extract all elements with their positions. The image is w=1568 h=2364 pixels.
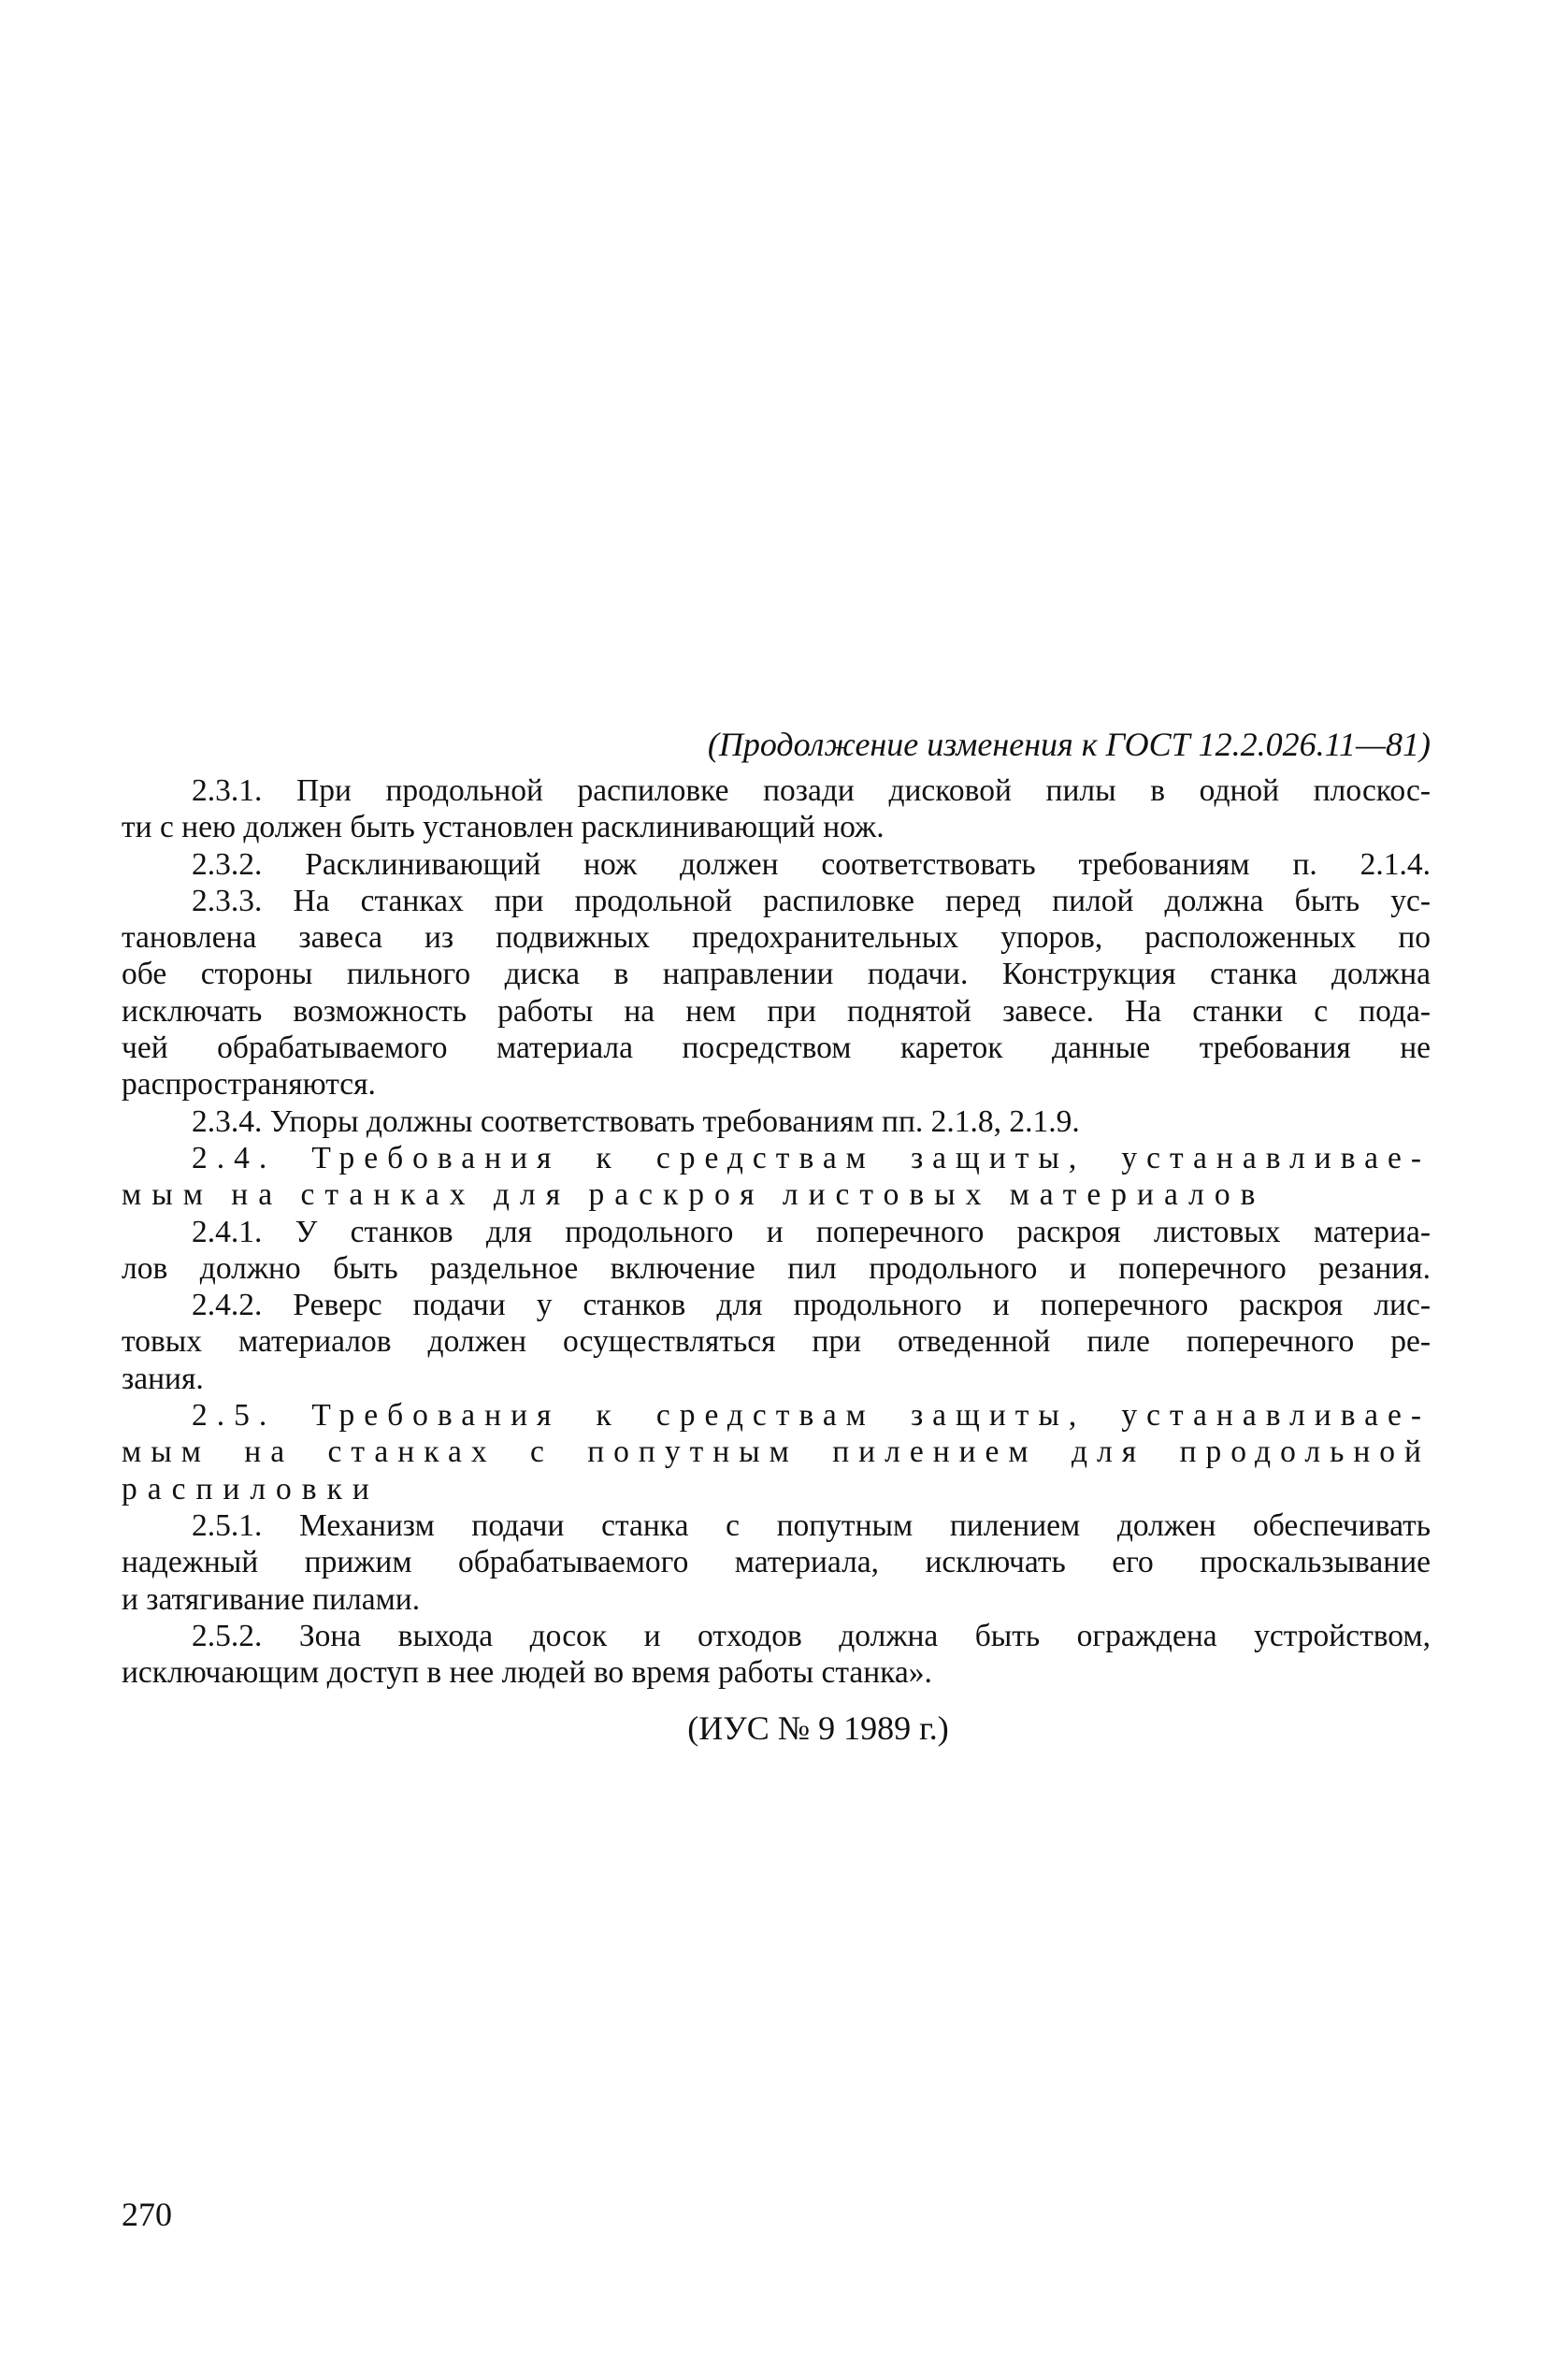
continuation-header: (Продолжение изменения к ГОСТ 12.2.026.11—81) xyxy=(707,726,1431,763)
text-line: зания. xyxy=(122,1361,204,1396)
text-line: лов должно быть раздельное включение пил продольного и поперечного резания. xyxy=(122,1250,1431,1286)
text-line: мым на станках для раскроя листовых материалов xyxy=(122,1177,1266,1213)
text-line: 2.3.3. На станках при продольной распиловке перед пилой должна быть ус- xyxy=(192,883,1431,918)
text-line: товых материалов должен осуществляться при отведенной пиле поперечного ре- xyxy=(122,1324,1431,1360)
text-line: обе стороны пильного диска в направлении подачи. Конструкция станка должна xyxy=(122,957,1431,992)
text-line: 2.4.2. Реверс подачи у станков для продольного и поперечного раскроя лис- xyxy=(192,1288,1431,1323)
text-line: чей обрабатываемого материала посредством кареток данные требования не xyxy=(122,1031,1431,1066)
text-line: исключать возможность работы на нем при поднятой завесе. На станки с пода- xyxy=(122,993,1431,1029)
text-line: ти с нею должен быть установлен расклинивающий нож. xyxy=(122,810,885,845)
text-line: 2.4.1. У станков для продольного и поперечного раскроя листовых материа- xyxy=(192,1214,1431,1249)
source-reference: (ИУС № 9 1989 г.) xyxy=(687,1709,949,1748)
text-line: 2.3.4. Упоры должны соответствовать требованиям пп. 2.1.8, 2.1.9. xyxy=(192,1103,1080,1139)
text-line: 2.5.2. Зона выхода досок и отходов должна быть ограждена устройством, xyxy=(192,1618,1431,1653)
text-line: 2.4. Требования к средствам защиты, устанавливае- xyxy=(192,1140,1431,1175)
document-body xyxy=(122,720,1431,1752)
text-line: распространяются. xyxy=(122,1067,376,1103)
text-line: и затягивание пилами. xyxy=(122,1581,421,1617)
text-line: 2.5. Требования к средствам защиты, устанавливае- xyxy=(192,1398,1431,1434)
text-line: тановлена завеса из подвижных предохранительных упоров, расположенных по xyxy=(122,920,1431,956)
page-number: 270 xyxy=(122,2196,172,2233)
text-line: исключающим доступ в нее людей во время работы станка». xyxy=(122,1655,932,1691)
text-line: 2.3.1. При продольной распиловке позади дисковой пилы в одной плоскос- xyxy=(192,773,1431,808)
paragraph-lines xyxy=(122,772,1431,1691)
text-line: распиловки xyxy=(122,1471,380,1506)
text-line: 2.5.1. Механизм подачи станка с попутным пилением должен обеспечивать xyxy=(192,1507,1431,1543)
text-line: надежный прижим обрабатываемого материала, исключать его проскальзывание xyxy=(122,1545,1431,1580)
text-line: 2.3.2. Расклинивающий нож должен соответствовать требованиям п. 2.1.4. xyxy=(192,846,1431,882)
text-line: мым на станках с попутным пилением для продольной xyxy=(122,1434,1431,1470)
